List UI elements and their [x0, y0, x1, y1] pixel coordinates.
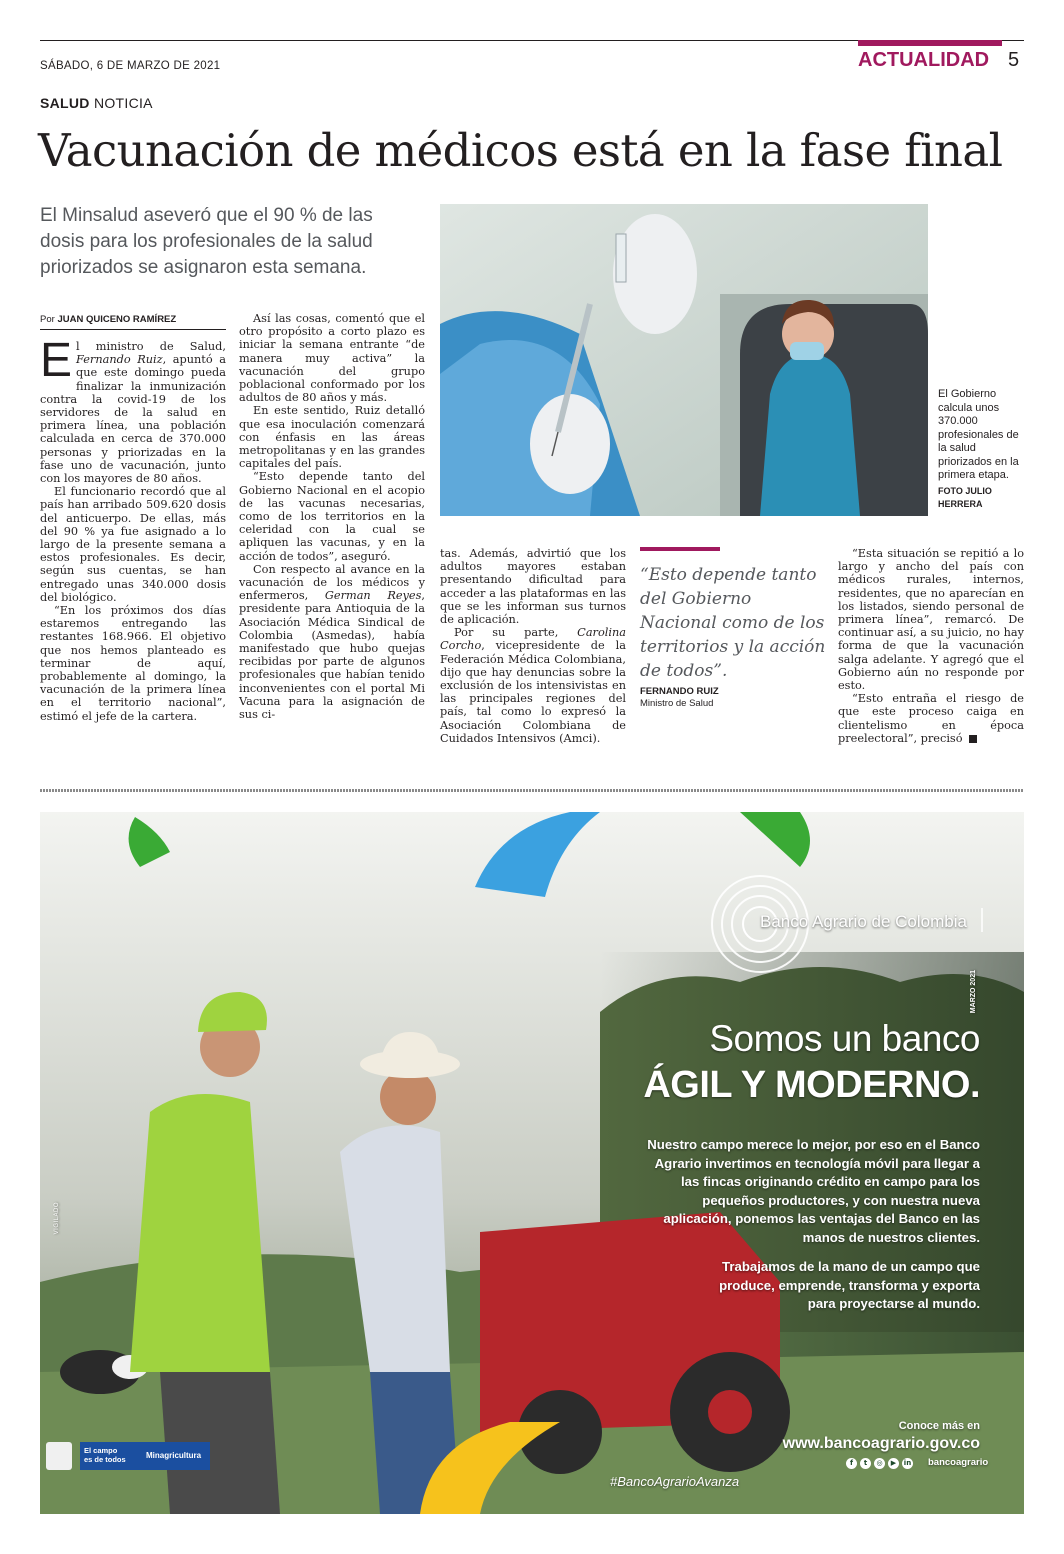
deck: El Minsalud aseveró que el 90 % de las dosis para los profesionales de la salud priorizados se asignaron esta semana. — [40, 205, 373, 278]
linkedin-icon: in — [903, 1459, 912, 1467]
byline-author: JUAN QUICENO RAMÍREZ — [57, 314, 177, 325]
caption-text: El Gobierno calcula unos 370.000 profesionales de la salud priorizados en la primera etapa. — [938, 388, 1019, 481]
article-column-2 — [239, 312, 425, 721]
article-column-5 — [838, 547, 1024, 745]
section-tab — [858, 40, 1002, 46]
paragraph: “Esta situación se repitió a lo largo y ancho del país con médicos rurales, internos, residentes, que no aparecían en los listados, siendo personal de primera línea”, remarcó. De continuar así, a su juicio, no hay forma de que la vacunación salga adelante. Y agregó que el Gobierno aún no responde por esto. — [838, 547, 1024, 693]
person-name: German Reyes — [324, 589, 422, 603]
byline-rule — [40, 329, 226, 330]
ad-url: www.bancoagrario.gov.co — [782, 1435, 980, 1452]
paragraph: tas. Además, advirtió que los adultos mayores estaban presentando dificultad para acceder a las plataformas en las que se les informan sus turnos de aplicación. — [440, 547, 626, 627]
issue-date: SÁBADO, 6 DE MARZO DE 2021 — [40, 60, 221, 72]
page-number: 5 — [1008, 49, 1020, 71]
paragraph: “Esto depende tanto del Gobierno Nacional en el acopio de las vacunas necesarias, como de los territorios en la celeridad con la cual se apliquen las vacunas, y en la acción de todos”, aseguró. — [239, 470, 425, 563]
social-handle: bancoagrario — [928, 1457, 989, 1468]
paragraph: Por su parte, Carolina Corcho, vicepresidente de la Federación Médica Colombiana, dijo que hay denuncias sobre la exclusión de los intensivistas en las principales regiones del país, tal como lo expresó la Asociación Colombiana de Cuidados Intensivos (Amci). — [440, 626, 626, 745]
ad-slogan-line1: Somos un banco — [709, 1018, 980, 1059]
ministry-logo — [80, 1442, 210, 1470]
person-name: Carolina Corcho — [440, 626, 626, 653]
ad-date: MARZO 2021 — [970, 970, 977, 1014]
pullquote: “Esto depende tanto del Gobierno Nacional como de los territorios y la acción de todos”. — [640, 565, 826, 681]
section-name: ACTUALIDAD — [858, 49, 990, 71]
ad-slogan-line2: ÁGIL Y MODERNO. — [643, 1064, 980, 1106]
paragraph: El funcionario recordó que al país han arribado 509.620 dosis del anticuerpo. De ellas, más del 90 % ya fue asignado a lo largo de la presente semana a estos profesionales. Es decir, según sus cuentas, se han entregado unas 340.000 dosis del biológico. — [40, 485, 226, 604]
paragraph: En este sentido, Ruiz detalló que esa inoculación comenzará con énfasis en las áreas metropolitanas y en las grandes capitales del país. — [239, 404, 425, 471]
pullquote-role: Ministro de Salud — [640, 698, 714, 709]
section-separator — [40, 789, 1024, 792]
colombia-shield-icon — [46, 1442, 72, 1470]
ad-body-text: Nuestro campo merece lo mejor, por eso en el Banco Agrario invertimos en tecnología móvil para llegar a las fincas originando crédito en campo para los pequeños productores, y con nuestra nueva aplicación, ponemos las ventajas del Banco en las manos de nuestros clientes. — [647, 1137, 980, 1245]
paragraph: “En los próximos dos días estaremos entregando las restantes 168.966. El objetivo que nos hemos planteado es terminar de aquí, probablemente al domingo, la vacunación de la primera línea en el territorio nacional”, estimó el jefe de la cartera. — [40, 604, 226, 723]
kicker-type: NOTICIA — [93, 95, 153, 111]
kicker — [40, 95, 153, 111]
person-name: Fernando Ruiz — [76, 353, 163, 367]
byline: Por JUAN QUICENO RAMÍREZ — [40, 314, 177, 325]
article-column-1 — [40, 334, 226, 723]
byline-block — [40, 314, 226, 330]
instagram-icon: ◎ — [874, 1458, 885, 1469]
ad-more-label: Conoce más en — [898, 1420, 980, 1432]
headline: Vacunación de médicos está en la fase final — [38, 124, 1003, 177]
twitter-icon: t — [860, 1458, 871, 1469]
vaccination-photo — [440, 204, 928, 516]
youtube-icon: ▶ — [888, 1458, 899, 1469]
vigilado-label: VIGILADO — [54, 1202, 60, 1235]
bank-name: Banco Agrario de Colombia — [760, 912, 967, 931]
paragraph: Con respecto al avance en la vacunación de los médicos y enfermeros, German Reyes, presidente para Antioquia de la Asociación Médica Sindical de Colombia (Asmedas), había manifestado que hubo quejas recibidas por parte de algunos profesionales que habían tenido inconvenientes con el portal Mi Vacuna para la asignación de sus ci- — [239, 562, 426, 722]
article-photo — [440, 204, 928, 516]
paragraph: El ministro de Salud, Fernando Ruiz, apuntó a que este domingo pueda finalizar la inmunización contra la covid-19 de los servidores de la salud en primera línea, una población calculada en cerca de 370.000 personas y priorizadas en la fase uno de vacunación, junto con los mayores de 80 años. — [40, 334, 226, 486]
pullquote-rule — [640, 547, 720, 551]
ministry-name: Minagricultura — [146, 1451, 202, 1460]
photo-credit: FOTO JULIO HERRERA — [938, 485, 992, 509]
facebook-icon: f — [846, 1458, 857, 1469]
ad-hashtag: #BancoAgrarioAvanza — [610, 1474, 740, 1489]
social-icons — [846, 1458, 913, 1469]
kicker-topic: SALUD — [40, 95, 90, 111]
pullquote-author: FERNANDO RUIZ — [640, 686, 719, 697]
drop-cap: E — [40, 334, 73, 387]
paragraph: Así las cosas, comentó que el otro propósito a corto plazo es iniciar la semana entrante “de manera muy activa” la vacunación del grupo poblacional conformado por los adultos de 80 años y más. — [239, 312, 425, 405]
article-column-3 — [440, 547, 626, 745]
end-mark — [969, 735, 977, 743]
ad-body-text-2: Trabajamos de la mano de un campo que produce, emprende, transforma y exporta para proyectarse al mundo. — [719, 1259, 980, 1311]
campo-slogan: El campo es de todos — [84, 1446, 126, 1464]
photo-caption — [938, 388, 1024, 511]
bank-advertisement — [40, 812, 1024, 1514]
paragraph: “Esto entraña el riesgo de que este proceso caiga en clientelismo en época preelectoral”, precisó — [838, 692, 1024, 745]
